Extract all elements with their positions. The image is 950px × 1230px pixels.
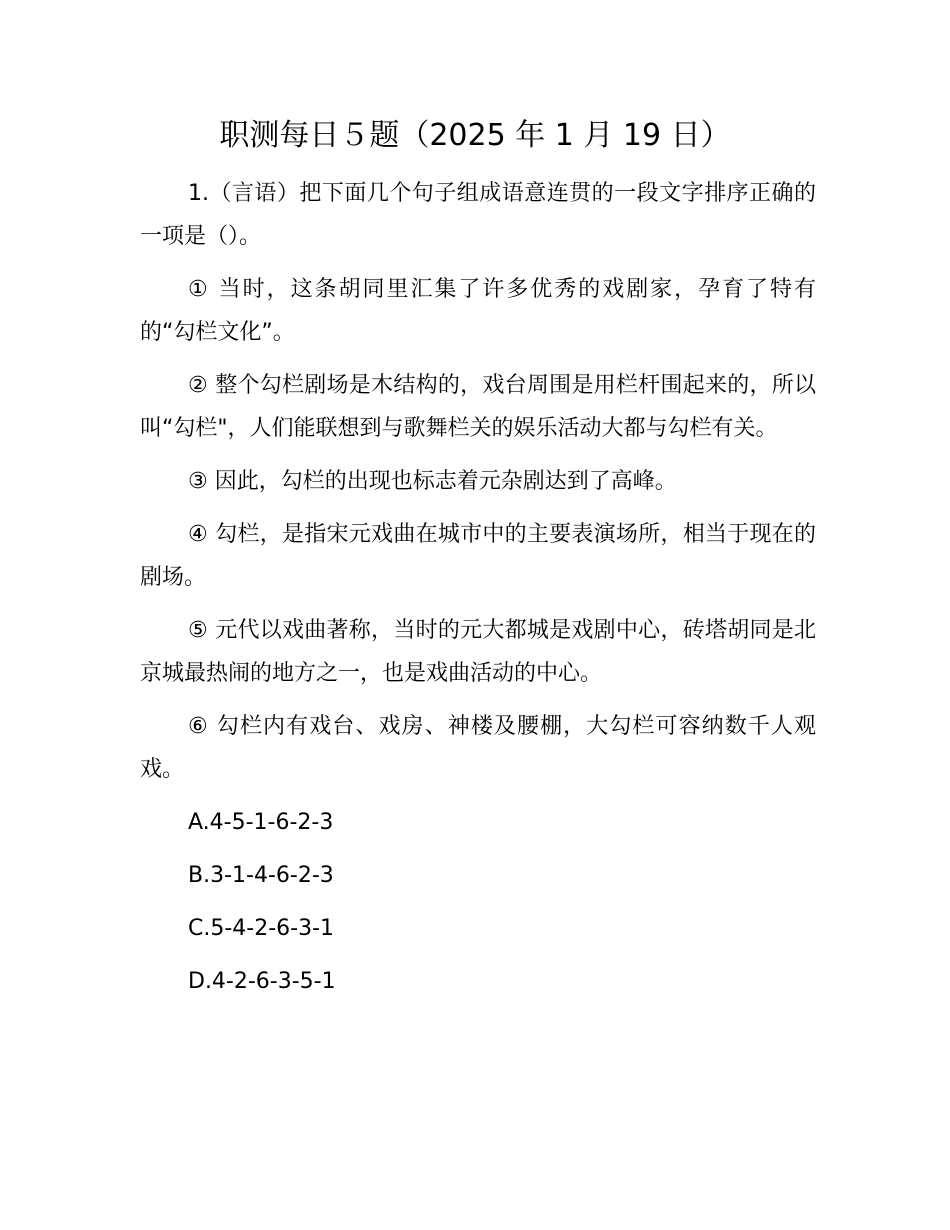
sentence-5: ⑤ 元代以戏曲著称，当时的元大都城是戏剧中心，砖塔胡同是北京城最热闹的地方之一，也是戏曲活动的中心。	[140, 618, 816, 686]
document-title: 职测每日５题（2025 年 1 月 19 日）	[219, 118, 731, 153]
question-stem: 1.（言语）把下面几个句子组成语意连贯的一段文字排序正确的一项是（）。	[140, 181, 816, 249]
sentence-4: ④ 勾栏，是指宋元戏曲在城市中的主要表演场所，相当于现在的剧场。	[140, 522, 816, 590]
option-c: C.5-4-2-6-3-1	[188, 916, 335, 941]
question-body	[140, 172, 816, 1013]
sentence-6: ⑥ 勾栏内有戏台、戏房、神楼及腰棚，大勾栏可容纳数千人观戏。	[140, 714, 816, 782]
sentence-2: ② 整个勾栏剧场是木结构的，戏台周围是用栏杆围起来的，所以叫“勾栏"，人们能联想到与歌舞栏关的娱乐活动大都与勾栏有关。	[140, 373, 816, 441]
option-d: D.4-2-6-3-5-1	[188, 969, 336, 994]
option-a: A.4-5-1-6-2-3	[188, 810, 334, 835]
option-b: B.3-1-4-6-2-3	[188, 863, 334, 888]
sentence-3: ③ 因此，勾栏的出现也标志着元杂剧达到了高峰。	[188, 469, 677, 494]
sentence-1: ① 当时，这条胡同里汇集了许多优秀的戏剧家，孕育了特有的“勾栏文化”。	[140, 277, 816, 345]
